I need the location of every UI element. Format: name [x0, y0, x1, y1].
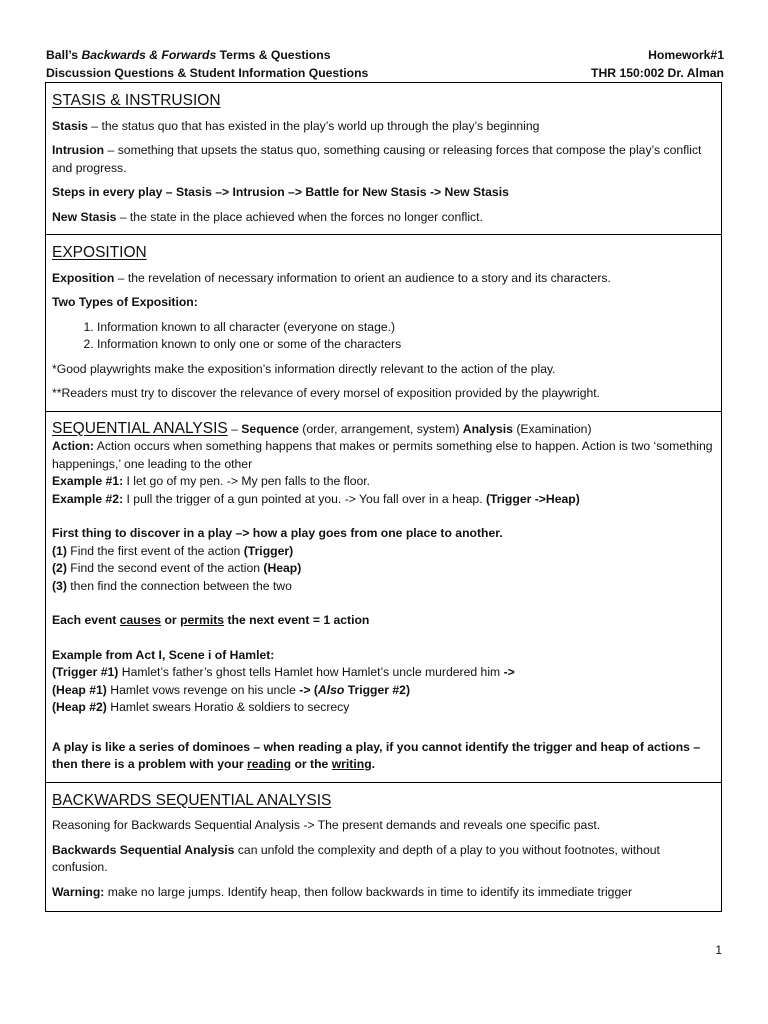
backwards-reasoning: Reasoning for Backwards Sequential Analysis -> The present demands and reveals one specific past.	[52, 818, 601, 832]
exposition-definition: Exposition – the revelation of necessary information to orient an audience to a story and its characters.	[52, 270, 611, 285]
section-title-exposition: EXPOSITION	[52, 244, 147, 261]
section-backwards	[46, 782, 721, 912]
action-definition: Action: Action occurs when something happens that makes or permits something else to happen. Action is two ‘something happenings,’ one leading to the other	[52, 439, 713, 471]
list-item: 1. Information known to all character (everyone on stage.)	[97, 319, 715, 337]
hamlet-trigger-1: (Trigger #1) Hamlet’s father’s ghost tells Hamlet how Hamlet’s uncle murdered him ->	[52, 665, 515, 679]
header-right-line2: THR 150:002 Dr. Alman	[591, 65, 724, 80]
section-sequential	[46, 411, 721, 782]
header-right-line1: Homework#1	[648, 48, 724, 62]
hamlet-heap-2: (Heap #2) Hamlet swears Horatio & soldiers to secrecy	[52, 700, 350, 714]
step-3: (3) then find the connection between the two	[52, 578, 292, 593]
exposition-note-2: **Readers must try to discover the relevance of every morsel of exposition provided by the playwright.	[52, 386, 601, 400]
page-header	[46, 47, 724, 82]
backwards-warning: Warning: make no large jumps. Identify heap, then follow backwards in time to identify its immediate trigger	[52, 884, 633, 899]
notes-table	[45, 82, 722, 912]
new-stasis-definition: New Stasis – the state in the place achieved when the forces no longer conflict.	[52, 209, 483, 224]
steps-in-play: Steps in every play – Stasis –> Intrusion –> Battle for New Stasis -> New Stasis	[52, 185, 509, 199]
step-2: (2) Find the second event of the action (Heap)	[52, 561, 302, 575]
section-title-backwards: BACKWARDS SEQUENTIAL ANALYSIS	[52, 791, 332, 809]
step-1: (1) Find the first event of the action (Trigger)	[52, 543, 294, 558]
intrusion-definition: Intrusion – something that upsets the status quo, something causing or releasing forces that compose the play’s conflict and progress.	[52, 143, 702, 175]
sequential-heading: SEQUENTIAL ANALYSIS – Sequence (order, arrangement, system) Analysis (Examination)	[52, 419, 592, 437]
page-number: 1	[715, 943, 722, 957]
backwards-definition: Backwards Sequential Analysis can unfold the complexity and depth of a play to you without footnotes, without confusion.	[52, 842, 660, 874]
first-thing: First thing to discover in a play –> how a play goes from one place to another.	[52, 526, 503, 540]
header-left-line2: Discussion Questions & Student Information Questions	[46, 65, 369, 80]
hamlet-heap-1: (Heap #1) Hamlet vows revenge on his uncle -> (Also Trigger #2)	[52, 682, 411, 697]
list-item: 2. Information known to only one or some of the characters	[97, 336, 715, 354]
section-title-sequential: SEQUENTIAL ANALYSIS	[52, 419, 228, 437]
exposition-note-1: *Good playwrights make the exposition’s information directly relevant to the action of the play.	[52, 361, 556, 376]
example-2: Example #2: I pull the trigger of a gun pointed at you. -> You fall over in a heap. (Trigger ->Heap)	[52, 491, 580, 506]
header-left-line1: Ball’s Backwards & Forwards Terms & Questions	[46, 48, 331, 62]
section-title-stasis: STASIS & INSTRUSION	[52, 92, 221, 109]
each-event: Each event causes or permits the next event = 1 action	[52, 613, 370, 627]
hamlet-label: Example from Act I, Scene i of Hamlet:	[52, 647, 275, 662]
example-1: Example #1: I let go of my pen. -> My pen falls to the floor.	[52, 474, 371, 488]
section-stasis	[46, 83, 721, 234]
stasis-definition: Stasis – the status quo that has existed in the play’s world up through the play’s beginning	[52, 118, 540, 133]
exposition-types-label: Two Types of Exposition:	[52, 295, 198, 309]
domino-note: A play is like a series of dominoes – when reading a play, if you cannot identify the trigger and heap of actions – then there is a problem with your reading or the writing.	[52, 739, 701, 771]
section-exposition	[46, 234, 721, 411]
exposition-types-list	[52, 319, 715, 354]
